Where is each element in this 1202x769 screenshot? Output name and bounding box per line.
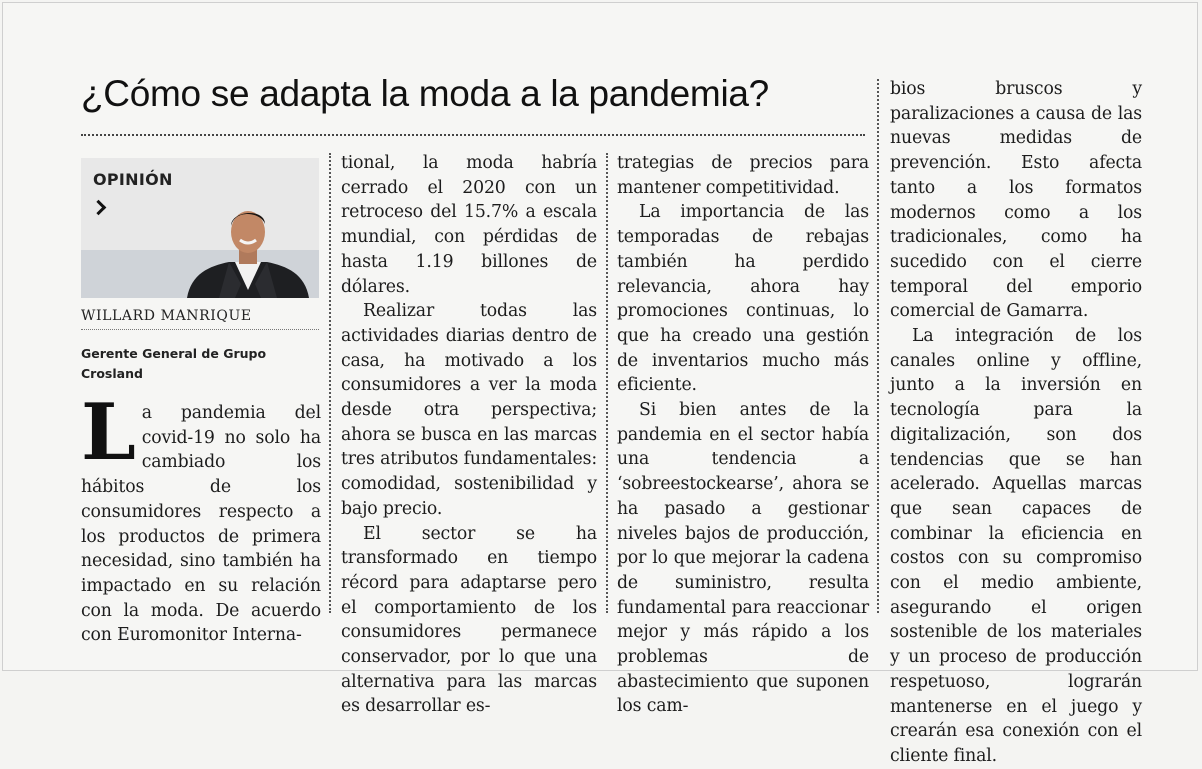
article-column-2	[341, 151, 597, 719]
author-divider	[81, 329, 319, 330]
newspaper-clipping	[2, 2, 1198, 766]
dropcap: L	[81, 387, 136, 478]
article-paragraph: El sector se ha transformado en tiempo récord para adaptarse pero el comportamiento de los consumidores permanece conservador, por lo que una alternativa para las marcas es desarrollar es-	[341, 523, 597, 717]
article-column-1	[81, 387, 321, 648]
article-paragraph: bios bruscos y paralizaciones a causa de las nuevas medidas de prevención. Esto afecta tanto a los formatos modernos como a los tradicionales, como ha sucedido con el cierre temporal del emporio comercial de Gamarra.	[890, 79, 1142, 322]
article-paragraph: La importancia de las temporadas de rebajas también ha perdido relevancia, ahora hay promociones continuas, lo que ha creado una gestión de inventarios mucho más eficiente.	[617, 202, 869, 396]
article-column-3	[617, 151, 869, 719]
article-column-4	[890, 77, 1142, 769]
opinion-box	[81, 158, 319, 298]
author-role: Gerente General de Grupo Crosland	[81, 346, 267, 381]
author-portrait	[185, 204, 311, 298]
chevron-right-icon	[91, 200, 107, 216]
article-paragraph: Realizar todas las actividades diarias dentro de casa, ha motivado a los consumidores a ver la moda desde otra perspectiva; ahora se busca en las marcas tres atributos fundamentales: comodidad, sostenibilidad y bajo precio.	[341, 301, 597, 519]
headline: ¿Cómo se adapta la moda a la pandemia?	[81, 73, 769, 114]
article-paragraph: La integración de los canales online y offline, junto a la inversión en tecnología para la digitalización, son dos tendencias que se han acelerado. Aquellas marcas que sean capaces de combinar la eficiencia en costos con su compromiso con el medio ambiente, asegurando el origen sostenible de los materiales y un proceso de producción respetuoso, lograrán mantenerse en el juego y crearán esa conexión con el cliente final.	[890, 326, 1142, 766]
article-paragraph: tional, la moda habría cerrado el 2020 con un retroceso del 15.7% a escala mundial, con pérdidas de hasta 1.19 billones de dólares.	[341, 153, 597, 297]
column-divider	[329, 153, 331, 613]
author-name: WILLARD MANRIQUE	[81, 308, 252, 324]
column-divider	[877, 79, 879, 613]
column-divider	[606, 153, 608, 613]
headline-divider	[81, 134, 865, 136]
article-paragraph: a pandemia del covid-19 no solo ha cambiado los hábitos de los consumidores respecto a los productos de primera necesidad, sino también ha impactado en su relación con la moda. De acuerdo con Euromonitor Interna-	[81, 403, 321, 646]
article-paragraph: Si bien antes de la pandemia en el sector había una tendencia a ‘sobreestockearse’, ahora se ha pasado a gestionar niveles bajos de producción, por lo que mejorar la cadena de suministro, resulta fundamental para reaccionar mejor y más rápido a los problemas de abastecimiento que suponen los cam-	[617, 400, 869, 717]
article-paragraph: trategias de precios para mantener competitividad.	[617, 153, 869, 198]
section-label: OPINIÓN	[93, 170, 173, 189]
